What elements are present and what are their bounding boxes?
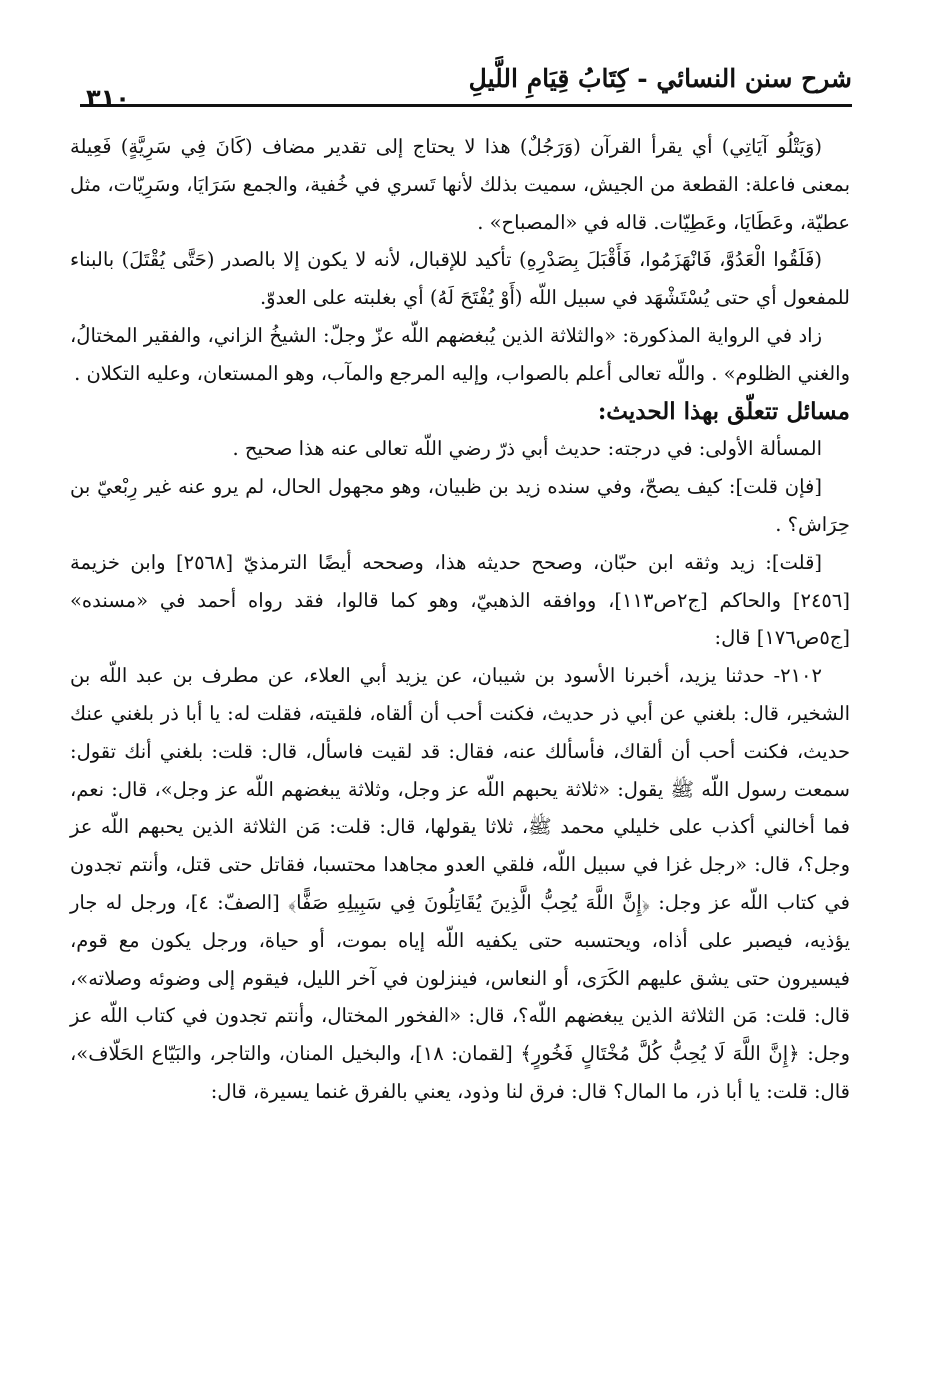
running-title: شرح سنن النسائي - كِتَابُ قِيَامِ اللَّيلِ — [468, 64, 852, 93]
page-body — [70, 128, 850, 1335]
paragraph-issue-one: المسألة الأولى: في درجته: حديث أبي ذرّ رضي اللّه تعالى عنه هذا صحيح . — [232, 437, 822, 461]
header-rule — [80, 104, 852, 107]
paragraph-verse-commentary: (وَيَتْلُو آيَاتِي) أي يقرأ القرآن (وَرَجُلٌ) هذا لا يحتاج إلى تقدير مضاف (كَانَ فِي سَرِيَّةٍ) فَعِيلة بمعنى فاعلة: القطعة من الجيش، سميت بذلك لأنها تَسري في خُفية، والجمع سَرَايَا، وسَرِيّات، مثل عطيّة، وعَطَايَا، وعَطِيّات. قاله في «المصباح» . — [70, 135, 850, 234]
page-number: ٣١٠ — [86, 84, 130, 112]
paragraph-battle-commentary: (فَلَقُوا الْعَدُوَّ، فَانْهَزَمُوا، فَأَقْبَلَ بِصَدْرِهِ) تأكيد للإقبال، لأنه لا يكون إلا بالصدر (حَتَّى يُقْتَلَ) بالبناء للمفعول أي حتى يُسْتَشْهَد في سبيل اللّه (أَوْ يُفْتَحَ لَهُ) أي بغلبته على العدوّ. — [70, 248, 850, 310]
paragraph-hadith-2102: ٢١٠٢- حدثنا يزيد، أخبرنا الأسود بن شيبان، عن يزيد أبي العلاء، عن مطرف بن عبد اللّه بن الشخير، قال: بلغني عن أبي ذر حديث، فكنت أحب أن ألقاه، فلقيته، فقلت له: يا أبا ذر بلغني عنك حديث، فكنت أحب أن ألقاك، فأسألك عنه، فقال: قد لقيت فاسأل، قال: قلت: بلغني أنك تقول: سمعت رسول اللّه ﷺ يقول: «ثلاثة يحبهم اللّه عز وجل، وثلاثة يبغضهم اللّه عز وجل»، قال: نعم، فما أخالني أكذب على خليلي محمد ﷺ، ثلاثا يقولها، قال: قلت: مَن الثلاثة الذين يحبهم اللّه عز وجل؟، قال: «رجل غزا في سبيل اللّه، فلقي العدو مجاهدا محتسبا، فقاتل حتى قتل، وأنتم تجدون في كتاب اللّه عز وجل: ﴿إِنَّ اللَّهَ يُحِبُّ الَّذِينَ يُقَاتِلُونَ فِي سَبِيلِهِ صَفًّا﴾ [الصفّ: ٤]، ورجل له جار يؤذيه، فيصبر على أذاه، ويحتسبه حتى يكفيه اللّه إياه بموت، أو حياة، ورجل يكون مع قوم، فيسيرون حتى يشق عليهم الكَرَى، أو النعاس، فينزلون في آخر الليل، فيقوم إلى وضوئه وصلاته»، قال: قلت: مَن الثلاثة الذين يبغضهم اللّه؟، قال: «الفخور المختال، وأنتم تجدون في كتاب اللّه عز وجل: ﴿إِنَّ اللَّهَ لَا يُحِبُّ كُلَّ مُخْتَالٍ فَخُورٍ﴾ [لقمان: ١٨]، والبخيل المنان، والتاجر، والبَيّاع الحَلّاف»، قال: قلت: يا أبا ذر، ما المال؟ قال: فرق لنا وذود، يعني بالفرق غنما يسيرة، قال: — [70, 664, 851, 1103]
section-heading: مسائل تتعلّق بهذا الحديث: — [597, 397, 850, 425]
paragraph-addition: زاد في الرواية المذكورة: «والثلاثة الذين يُبغضهم اللّه عزّ وجلّ: الشيخُ الزاني، والفقير المختالُ، والغني الظلوم» . واللّه تعالى أعلم بالصواب، وإليه المرجع والمآب، وهو المستعان، وعليه التكلان . — [70, 323, 850, 385]
paragraph-objection: [فإن قلت]: كيف يصحّ، وفي سنده زيد بن ظبيان، وهو مجهول الحال، لم يرو عنه غير رِبْعيّ بن حِرَاش؟ . — [70, 475, 850, 536]
paragraph-response: [قلت]: زيد وثقه ابن حبّان، وصحح حديثه هذا، وصححه أيضًا الترمذيّ [٢٥٦٨] وابن خزيمة [٢٤٥٦] والحاكم [ج٢ص١١٣]، ووافقه الذهبيّ، وهو كما قالوا، فقد رواه أحمد في «مسنده» [ج٥ص١٧٦] قال: — [70, 550, 850, 650]
page-header — [80, 58, 852, 112]
